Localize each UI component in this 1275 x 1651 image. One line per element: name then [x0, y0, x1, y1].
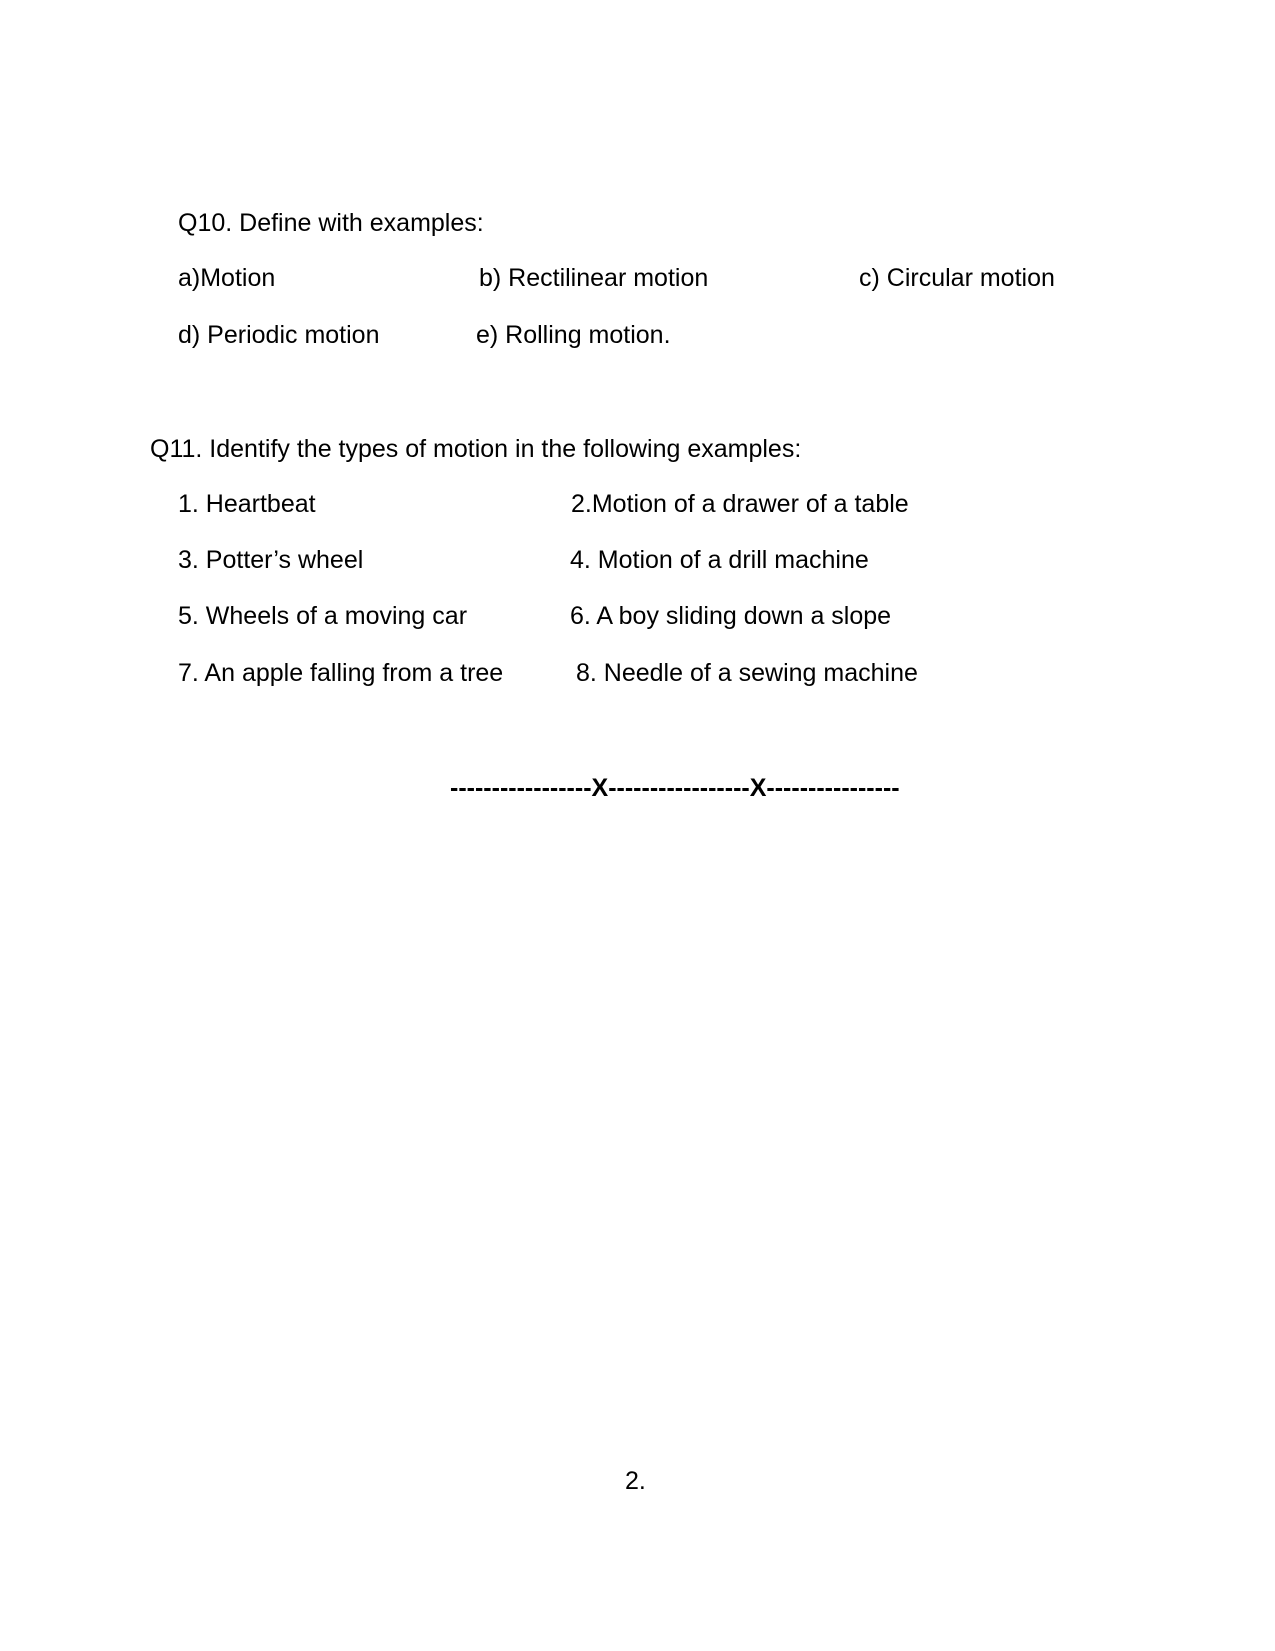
page-number: 2.	[625, 1467, 646, 1495]
q10-item-a: a)Motion	[178, 264, 276, 292]
end-divider: -----------------X-----------------X----------------	[450, 774, 900, 802]
q11-item-6: 6. A boy sliding down a slope	[570, 602, 892, 630]
q11-item-4: 4. Motion of a drill machine	[570, 546, 869, 574]
q10-item-c: c) Circular motion	[859, 264, 1055, 292]
q10-item-e: e) Rolling motion.	[476, 321, 671, 349]
q11-item-7: 7. An apple falling from a tree	[178, 659, 504, 687]
q10-item-d: d) Periodic motion	[178, 321, 380, 349]
q11-item-1: 1. Heartbeat	[178, 490, 316, 518]
q11-item-3: 3. Potter’s wheel	[178, 546, 364, 574]
q11-item-5: 5. Wheels of a moving car	[178, 602, 468, 630]
q10-item-b: b) Rectilinear motion	[479, 264, 709, 292]
q11-item-2: 2.Motion of a drawer of a table	[571, 490, 909, 518]
q11-title: Q11. Identify the types of motion in the following examples:	[150, 435, 802, 463]
q10-title: Q10. Define with examples:	[178, 209, 484, 237]
q11-item-8: 8. Needle of a sewing machine	[576, 659, 918, 687]
